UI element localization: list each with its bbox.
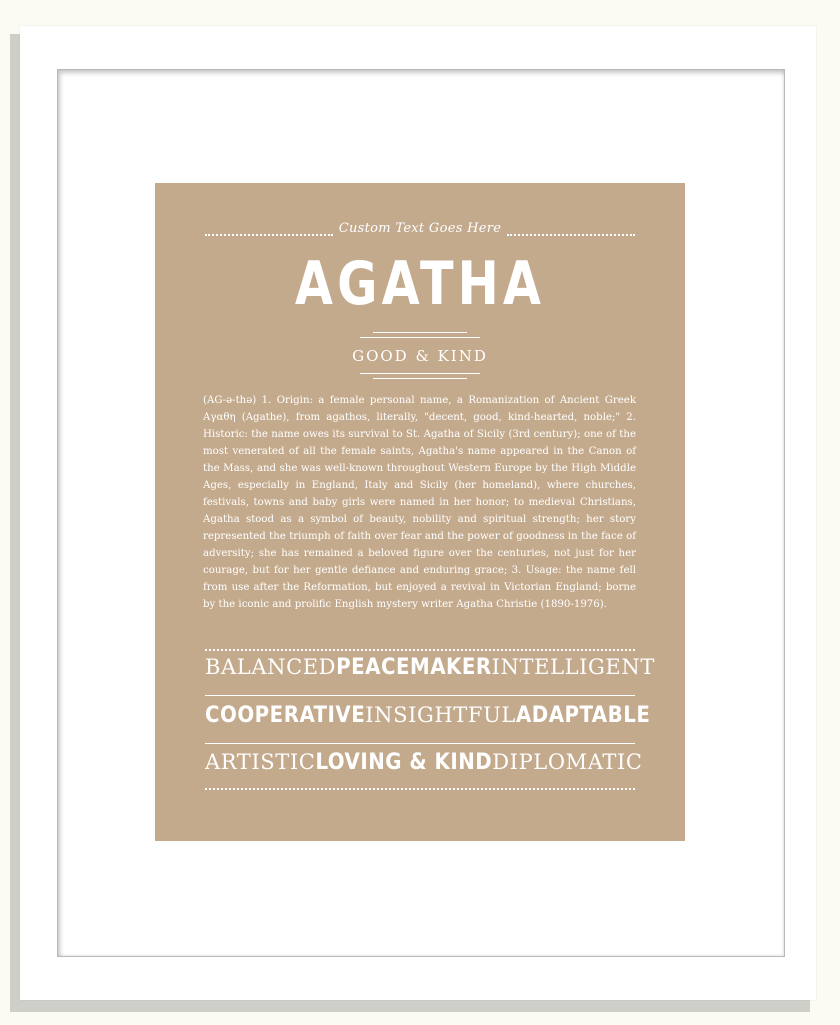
trait: INTELLIGENT [491, 655, 655, 679]
name-title: AGATHA [294, 249, 546, 319]
trait-row-1 [205, 655, 655, 689]
trait: ARTISTIC [205, 750, 316, 774]
trait: INSIGHTFUL [365, 703, 516, 727]
trait: PEACEMAKER [336, 655, 492, 680]
trait-row-divider [205, 695, 635, 696]
trait: LOVING & KIND [315, 750, 493, 775]
name-print [155, 183, 685, 841]
trait: ADAPTABLE [515, 703, 651, 728]
meaning-rule-bottom [373, 378, 467, 379]
name-rule-bottom [360, 337, 480, 338]
name-definition: (AG-ə-thə) 1. Origin: a female personal name, a Romanization of Ancient Greek Αγαθη (Agathe), from agathos, literally, "decent, good, kind-hearted, noble;" 2. Historic: the name owes its survival to St. Agatha of Sicily (3rd century); one of the most venerated of all the female saints, Agatha's name appeared in the Canon of the Mass, and she was well-known throughout Western Europe by the High Middle Ages, especially in England, Italy and Sicily (her homeland), where churches, festivals, towns and baby girls were named in her honor; to medieval Christians, Agatha stood as a symbol of beauty, nobility and spiritual strength; her story represented the triumph of faith over fear and the power of goodness in the face of adversity; she has remained a beloved figure over the centuries, not just for her courage, but for her gentle defiance and enduring grace; 3. Usage: the name fell from use after the Reformation, but enjoyed a revival in Victorian England; borne by the iconic and prolific English mystery writer Agatha Christie (1890-1976). [203, 395, 636, 610]
traits-dotted-divider-top [205, 649, 635, 651]
name-rule-top [373, 332, 467, 333]
custom-text: Custom Text Goes Here [338, 221, 502, 236]
name-meaning: GOOD & KIND [352, 347, 488, 365]
dotted-divider-right [507, 234, 635, 236]
trait-row-divider [205, 743, 635, 744]
traits-dotted-divider-bottom [205, 788, 635, 790]
meaning-rule-top [360, 373, 480, 374]
custom-text-row [205, 221, 635, 245]
trait: DIPLOMATIC [492, 750, 643, 774]
trait: COOPERATIVE [205, 703, 366, 728]
trait-row-3 [205, 750, 643, 784]
trait-row-2 [205, 703, 651, 737]
trait: BALANCED [205, 655, 337, 679]
